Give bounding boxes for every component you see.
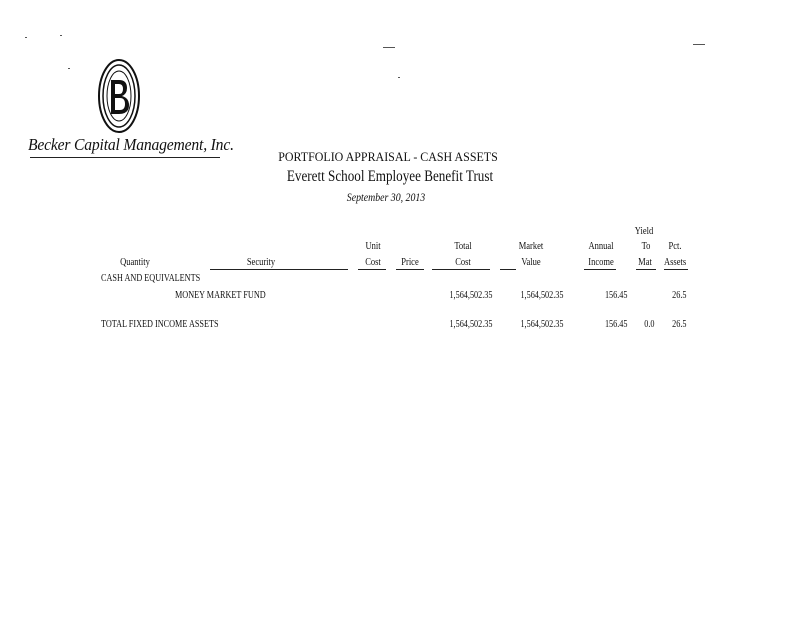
row-total-cost: 1,564,502.35 (448, 290, 492, 301)
scan-speck (398, 77, 400, 78)
header-underline-security (210, 269, 348, 270)
scan-speck (60, 35, 62, 36)
header-unit-cost-line1: Unit (365, 241, 381, 252)
header-total-cost-line1: Total (454, 241, 472, 252)
header-annual-income-line1: Annual (588, 241, 614, 252)
total-yield-to-mat: 0.0 (643, 319, 654, 330)
header-pct-assets-line2: Assets (663, 257, 687, 268)
total-total-cost: 1,564,502.35 (448, 319, 492, 330)
header-price: Price (401, 257, 419, 268)
report-title: PORTFOLIO APPRAISAL - CASH ASSETS (278, 149, 498, 164)
header-yield-line3: Mat (638, 257, 652, 268)
header-market-value-line1: Market (518, 241, 544, 252)
header-underline-pct-assets (664, 269, 688, 270)
header-yield-line2: To (641, 241, 651, 252)
total-pct-assets: 26.5 (671, 319, 686, 330)
header-underline-annual-income (584, 269, 616, 270)
row-market-value: 1,564,502.35 (519, 290, 563, 301)
total-market-value: 1,564,502.35 (519, 319, 563, 330)
header-annual-income-line2: Income (588, 257, 614, 268)
header-underline-price (396, 269, 424, 270)
header-total-cost-line2: Cost (455, 257, 471, 268)
header-security: Security (246, 257, 276, 268)
client-name: Everett School Employee Benefit Trust (286, 168, 494, 185)
header-market-value-line2: Value (521, 257, 541, 268)
scan-speck (68, 68, 70, 69)
header-quantity: Quantity (120, 257, 150, 268)
company-name: Becker Capital Management, Inc. (28, 135, 234, 154)
monogram-b-logo-icon (97, 58, 141, 134)
header-underline-unit-cost (358, 269, 386, 270)
row-pct-assets: 26.5 (671, 290, 686, 301)
scan-speck (25, 37, 27, 38)
header-underline-yield (636, 269, 656, 270)
header-underline-market-value (500, 269, 516, 270)
row-annual-income: 156.45 (604, 290, 627, 301)
report-date: September 30, 2013 (346, 190, 426, 204)
scan-speck (383, 47, 395, 48)
header-underline-total-cost (432, 269, 490, 270)
scan-speck (693, 44, 705, 45)
header-pct-assets-line1: Pct. (668, 241, 682, 252)
total-annual-income: 156.45 (604, 319, 627, 330)
header-yield-line1: Yield (634, 226, 654, 237)
header-unit-cost-line2: Cost (365, 257, 381, 268)
row-security-money-market-fund: MONEY MARKET FUND (175, 290, 266, 301)
total-label: TOTAL FIXED INCOME ASSETS (101, 319, 219, 330)
section-label-cash: CASH AND EQUIVALENTS (101, 273, 201, 284)
